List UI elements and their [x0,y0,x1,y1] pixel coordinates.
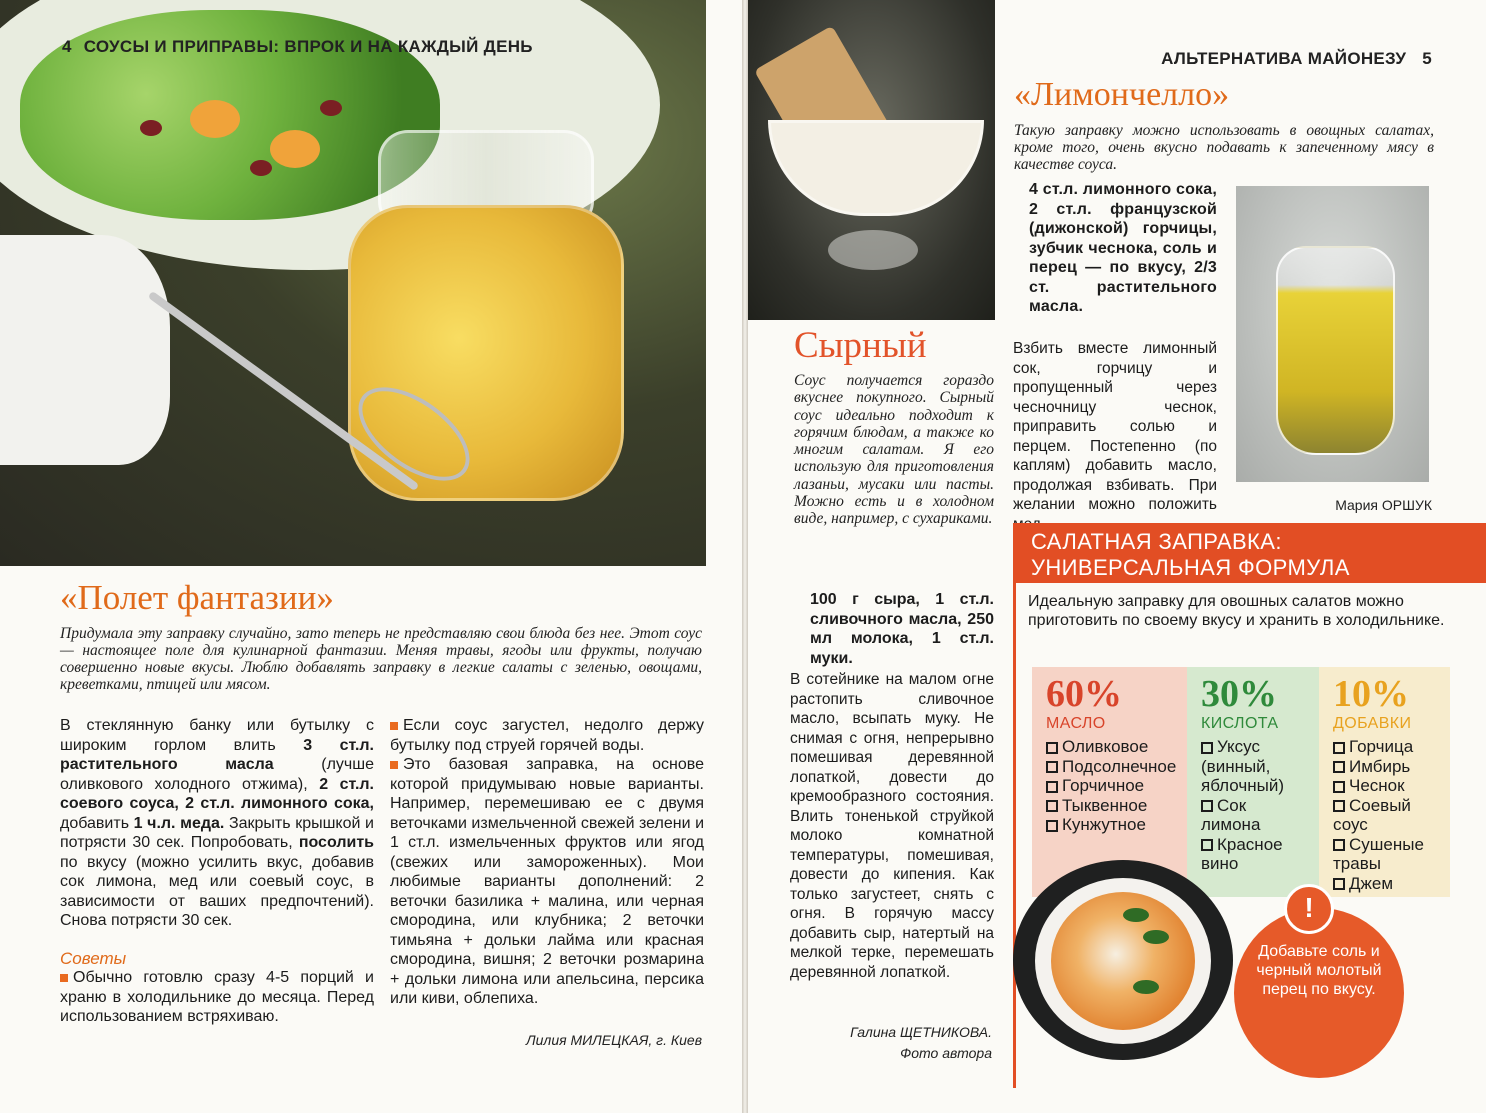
formula-item: Сушеные травы [1333,835,1440,874]
tip-circle: Добавьте соль и черный молотый перец по вкусу. [1234,908,1404,1078]
page-number: 5 [1422,49,1432,68]
formula-item: Уксус (винный, яблочный) [1201,737,1309,796]
limoncello-author: Мария ОРШУК [1335,497,1432,513]
formula-item: Красное вино [1201,835,1309,874]
percent-value: 10% [1333,673,1409,715]
right-page [748,0,1486,1113]
running-title: АЛЬТЕРНАТИВА МАЙОНЕЗУ [1161,49,1407,68]
bullet-icon [390,722,398,730]
formula-column-title: МАСЛО [1046,715,1106,732]
exclamation-icon: ! [1284,884,1334,934]
left-page [0,0,742,1113]
limoncello-title: «Лимончелло» [1014,76,1230,113]
formula-column-title: КИСЛОТА [1201,715,1279,732]
author-credit: Лилия МИЛЕЦКАЯ, г. Киев [526,1032,702,1048]
napkin [0,235,170,465]
tip-item [60,968,374,1027]
formula-item: Чеснок [1333,776,1440,796]
formula-additives [1319,667,1450,897]
formula-item: Соевый соус [1333,796,1440,835]
recipe-text: (лучше оливкового холодного отжима), [60,756,374,793]
formula-column-title: ДОБАВКИ [1333,715,1412,732]
recipe-text: В стеклянную банку или бутылку с широким горлом влить [60,717,374,754]
formula-item: Подсолнечное [1046,757,1177,777]
formula-item: Горчичное [1046,776,1177,796]
formula-item: Джем [1333,874,1440,894]
page-number: 4 [62,37,72,56]
formula-item: Оливковое [1046,737,1177,757]
formula-item: Горчица [1333,737,1440,757]
tips-heading: Советы [60,948,127,968]
photo-credit: Фото автора [900,1045,992,1061]
sauce-jar-photo [0,0,706,566]
limoncello-method: Взбить вместе лимонный сок, горчицу и пропущенный через чесночницу чеснок, приправить солью и перцем. Постепенно (по каплям) добавить масло, продолжая взбивать. При желании можно положить [1013,340,1217,513]
recipe-column-1 [60,716,374,1027]
formula-item: Сок лимона [1201,796,1309,835]
limoncello-ingredients: 4 ст.л. лимонного сока, 2 ст.л. французской (дижонской) горчицы, зубчик чеснока, соль и перец — по вкусу, 2/3 ст. растительного масла. [1029,181,1217,315]
percent-value: 30% [1201,673,1277,715]
formula-item: Имбирь [1333,757,1440,777]
tip-text: Если соус загустел, недолго держу бутылку под струей горячей воды. [390,717,704,754]
tip-item [390,716,704,755]
tip-item [390,755,704,1009]
cheese-author: Галина ЩЕТНИКОВА. [850,1024,992,1040]
cheese-method: В сотейнике на малом огне растопить сливочное масло, всыпать муку. Не снимая с огня, непрерывно помешивая деревянной лопаткой, довести до кремообразного состояния. Влить тоненькой струйкой молоко комнатной температуры, помешивая, довести до кипения. Как только загустеет, снять с огня. В горячую массу добавить сыр, натертый на мелкой терке, перемешать деревянной лопаткой. [790,671,994,981]
running-header-left [62,37,533,57]
ingredient: 2 ст.л. соевого соуса, 2 ст.л. лимонного сока, [60,775,374,812]
banner-line: УНИВЕРСАЛЬНАЯ ФОРМУЛА [1031,555,1350,580]
gravy-boat-foot [828,230,918,270]
cheese-sauce-photo [748,0,995,320]
formula-item: Тыквенное [1046,796,1177,816]
formula-item: Кунжутное [1046,815,1177,835]
formula-acid [1187,667,1319,897]
tip-text: Обычно готовлю сразу 4-5 порций и храню в холодильнике до месяца. Перед использованием встряхиваю. [60,969,374,1025]
running-title: СОУСЫ И ПРИПРАВЫ: ВПРОК И НА КАЖДЫЙ ДЕНЬ [83,37,533,56]
tip-text: Это базовая заправка, на основе которой придумываю новые варианты. Например, перемешиваю ее с двумя веточками измельченной свежей зелени и 1 ст.л. измельченных фруктов или ягод (свежих или замороженных). Мои любимые варианты дополнений: 2 веточки базилика + малина, или черная смородина, или клубника; 2 веточки тимьяна + дольки лайма или красная смородина, вишня; 2 веточки розмарина + дольки лимона или апельсина, персика или киви, облепиха. [390,756,704,1007]
recipe-text: Закрыть крышкой и потрясти 30 сек. Попробовать, [60,814,374,851]
cheese-intro: Соус получается гораздо вкуснее покупного. Сырный соус идеально подходит к горячим блюдам, а также ко многим салатам. Я его использую для приготовления лазаньи, мусаки или пасты. Можно есть и в холодном виде, например, с сухариками. [794,372,994,528]
limoncello-intro: Такую заправку можно использовать в овощных салатах, кроме того, очень вкусно подавать к запеченному мясу в качестве соуса. [1014,122,1434,173]
formula-intro: Идеальную заправку для овошных салатов можно приготовить по своему вкусу и хранить в холодильнике. [1028,593,1445,629]
bullet-icon [60,974,68,982]
running-header-right [1161,49,1432,69]
ingredient: посолить [298,834,374,851]
recipe-text: добавить [60,814,134,832]
ingredient: 3 ст.л. растительного масла [60,736,374,773]
percent-value: 60% [1046,673,1122,715]
limoncello-jar-photo [1236,186,1429,482]
panel-divider [1013,583,1016,1088]
article-intro: Придумала эту заправку случайно, зато теперь не представляю свои блюда без нее. Этот соус — настоящее поле для кулинарной фантазии. Меняя травы, ягоды или фрукты, получаю совершенно новые вкусы. Люблю добавлять заправку в легкие салаты с зеленью, овощами, креветками, птицей или мясом. [60,625,702,693]
soup-photo [1013,860,1233,1060]
cheese-ingredients: 100 г сыра, 1 ст.л. сливочного масла, 250 мл молока, 1 ст.л. муки. [810,591,994,667]
bullet-icon [390,761,398,769]
recipe-text: по вкусу (можно усилить вкус, добавив сок лимона, мед или соевый соус, в зависимости от ваших предпочтений). Снова потрясти 30 сек. [60,853,374,929]
banner-line: САЛАТНАЯ ЗАПРАВКА: [1031,529,1282,554]
cheese-title: Сырный [794,325,927,366]
article-title: «Полет фантазии» [60,578,334,617]
formula-banner [1013,523,1486,583]
ingredient: 1 ч.л. меда. [133,814,225,832]
gravy-boat [768,120,984,216]
recipe-column-2 [390,716,704,1009]
